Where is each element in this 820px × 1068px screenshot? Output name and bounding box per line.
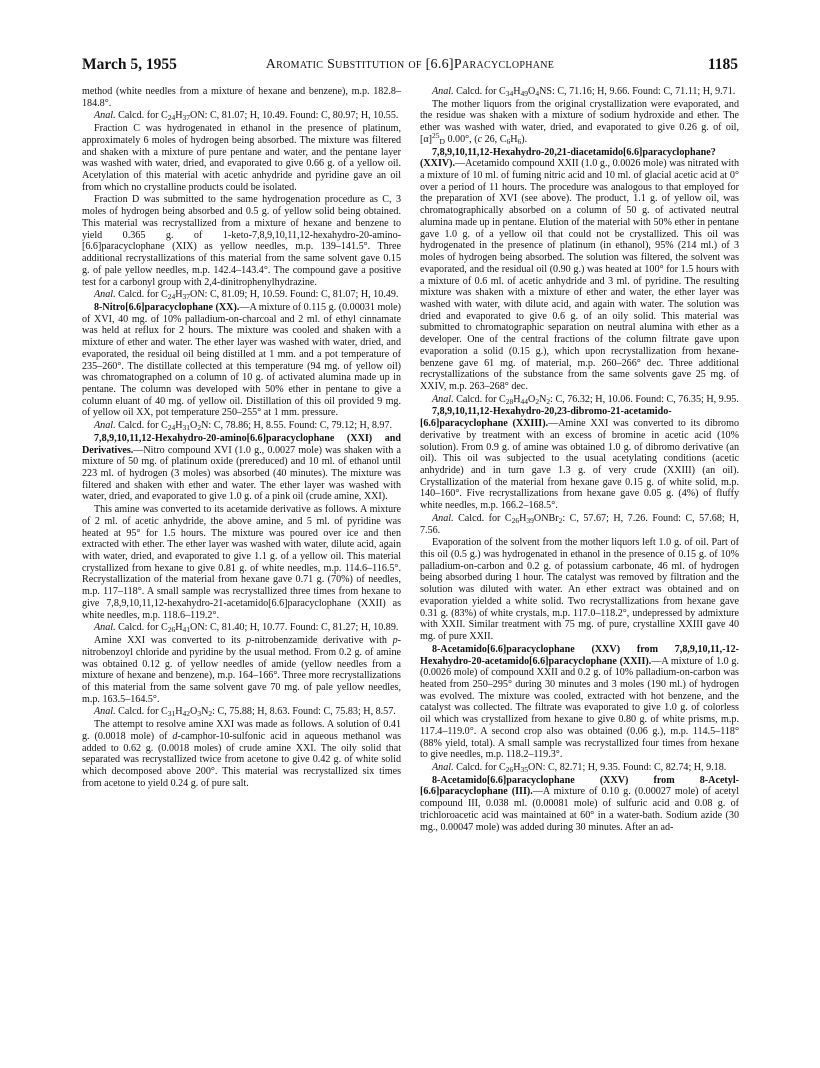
anal-text: ON: C, 81.09; H, 10.59. Found: C, 81.07; H, 10.49. <box>190 289 399 301</box>
formula-sub: 2 <box>546 396 551 406</box>
section-body: —Nitro compound XVI (1.0 g., 0.0027 mole) was shaken with a mixture of 50 mg. of platinum oxide (prereduced) and 10 ml. of ethanol until 223 ml. of hydrogen (3 moles) was absorbed (40 minutes). The mixture was filtered and shaken with ether and water. The ether layer was washed with water, dried, and evaporated to give 1.0 g. of a pink oil (crude amine, XXI). <box>82 444 401 503</box>
anal-text: : C, 76.32; H, 10.06. Found: C, 76.35; H, 9.95. <box>550 393 739 405</box>
italic-run: d <box>172 730 178 742</box>
section-paragraph <box>82 302 401 419</box>
formula-part: H <box>513 86 521 97</box>
formula-sub: 6 <box>517 136 522 146</box>
right-column <box>420 86 739 834</box>
formula-part: H <box>513 393 521 405</box>
text-run: -camphor-10-sulfonic acid in aqueous methanol was added to 0.62 g. (0.0018 moles) of crude amine XXI. The oily solid that separated was recrystallized twice from acetone to give 0.42 g. of white solid which decomposed above 200°. This material was recrystallized six times from acetone to yield 0.24 g. of pure salt. <box>82 730 401 789</box>
section-paragraph <box>420 644 739 761</box>
formula-part: O <box>190 706 198 718</box>
subscript: D <box>439 136 445 146</box>
analysis-line <box>420 513 739 536</box>
header-title-prefix: Aromatic Substitution of <box>265 57 426 72</box>
anal-text: : C, 75.88; H, 8.63. Found: C, 75.83; H, 8.57. <box>212 706 396 718</box>
paragraph <box>82 635 401 705</box>
anal-text: Calcd. for C <box>118 706 168 718</box>
anal-text: ON: C, 81.07; H, 10.49. Found: C, 80.97; H, 10.55. <box>190 110 399 122</box>
section-paragraph <box>82 433 401 503</box>
formula-sub: 28 <box>505 396 514 406</box>
anal-text: N: C, 78.86; H, 8.55. Found: C, 79.12; H, 8.97. <box>201 420 393 432</box>
formula-part: O <box>190 420 198 432</box>
formula-sub: 26 <box>167 625 176 635</box>
formula-part: H <box>175 622 183 634</box>
anal-text: Calcd. for C <box>118 289 168 301</box>
formula-part: N <box>201 706 209 718</box>
anal-label: Anal. <box>94 110 116 122</box>
text-run: The attempt to resolve amine XXI was made as follows. A solution of 0.41 g. (0.0018 mole) of <box>82 719 401 742</box>
paragraph: method (white needles from a mixture of hexane and benzene), m.p. 182.8–184.8°. <box>82 86 401 109</box>
analysis-line <box>420 762 739 774</box>
formula-sub: 42 <box>182 709 191 719</box>
anal-text: Calcd. for C <box>458 512 512 524</box>
section-paragraph <box>420 147 739 393</box>
formula-sub: 31 <box>167 709 176 719</box>
paragraph: Evaporation of the solvent from the mother liquors left 1.0 g. of oil. Part of this oil (0.5 g.) was hydrogenated in ethanol in the presence of 0.15 g. of 10% palladium-on-carbon and 0.2 g. of potassium carbonate, 46 ml. of hydrogen being absorbed during 1 hour. The catalyst was removed by filtration and the solution was diluted with water. An ether extract was obtained and on evaporation yielded a white solid. Two recrystallizations from hexane gave 0.31 g. (83%) of white crystals, m.p. 117.0–118.2°, undepressed by admixture with XXII. Similar treatment with 75 mg. of pure, crystalline XXIII gave 40 mg. of pure XXII. <box>420 537 739 643</box>
anal-text: : C, 57.67; H, 7.26. Found: C, 57.68; H, 7.56. <box>420 512 739 536</box>
text-run: 0.00°, ( <box>444 133 478 145</box>
formula-sub: 31 <box>182 423 191 433</box>
formula-part: O <box>528 393 536 405</box>
anal-label: Anal. <box>94 420 116 432</box>
formula-sub: 26 <box>505 764 514 774</box>
formula-sub: 4 <box>535 89 540 98</box>
italic-run: p <box>392 635 398 647</box>
analysis-line <box>82 706 401 718</box>
anal-label: Anal. <box>94 706 116 718</box>
page-number: 1185 <box>707 56 738 73</box>
header-title <box>82 57 738 73</box>
formula-sub: 24 <box>167 292 176 302</box>
formula-part: H <box>519 512 527 524</box>
formula-sub: 2 <box>208 709 213 719</box>
anal-text: ON: C, 82.71; H, 9.35. Found: C, 82.74; H, 9.18. <box>528 761 727 773</box>
section-heading: 8-Acetamido[6.6]paracyclophane (XXV) from 8-Acetyl-[6.6]paracyclophane (III). <box>420 774 739 798</box>
formula-part: H <box>510 133 518 145</box>
formula-part: N <box>539 393 547 405</box>
formula-part: H <box>175 110 183 122</box>
formula-part: ONBr <box>533 512 559 524</box>
section-body: —A mixture of 1.0 g. (0.0026 mole) of compound XXII and 0.2 g. of 10% palladium-on-carbon was heated from 250–295° during 30 minutes and 3 moles (190 ml.) of hydrogen was evolved. The mixture was cooled, extracted with hot benzene, and the catalyst was collected. The filtrate was evaporated to give 1.0 g. of colorless oil which was crystallized from hexane to give 0.80 g. of white prisms, m.p. 117.4–119.0°. A second crop also was obtained (0.06 g.), m.p. 114.5–118° (88% yield, total). A small sample was recrystallized four times from hexane to give needles, m.p. 118.2–119.3°. <box>420 655 739 761</box>
section-paragraph <box>420 775 739 834</box>
formula-sub: 44 <box>520 396 529 406</box>
anal-label: Anal. <box>94 289 116 301</box>
anal-text: Calcd. for C <box>118 420 168 432</box>
section-body: —A mixture of 0.115 g. (0.00031 mole) of XVI, 40 mg. of 10% palladium-on-charcoal and 2 ml. of ethyl cinnamate was held at reflux for 2 hours. The mixture was cooled and shaken with a mixture of ether and water. The ether layer was washed with water, dried, and evaporated, the residual oil being distilled at 1 mm. and a pot temperature of 235–260°. The distillate collected at this temperature (94 mg. of yellow oil) was chromatographed on a column of 10 g. of activated alumina made up in pentane. The column was developed with 50% ether in pentane to give a column eluant of 40 mg. of yellow oil. Distillation of this oil provided 9 mg. of yellow oil XX, pot temperature 250–255° at 1 mm. pressure. <box>82 301 401 419</box>
paragraph: Fraction D was submitted to the same hydrogenation procedure as C, 3 moles of hydrogen being absorbed and 0.5 g. of yellow solid being obtained. This material was recrystallized from a mixture of hexane and benzene to yield 0.365 g. of 1-keto-7,8,9,10,11,12-hexahydro-20-amino-[6.6]paracyclophane (XIX) as yellow needles, m.p. 139–141.5°. Three additional recrystallizations of this material from the same solvent gave 0.15 g. of pale yellow needles, m.p. 142.4–143.4°. The compound gave a positive test for a carbonyl group with 2,4-dinitrophenylhydrazine. <box>82 194 401 288</box>
running-header <box>82 56 738 76</box>
formula-sub: 2 <box>535 396 540 406</box>
formula-part: H <box>175 706 183 718</box>
analysis-line <box>82 110 401 122</box>
section-heading: 7,8,9,10,11,12-Hexahydro-20,21-diacetamido[6.6]paracyclophane? (XXIV). <box>420 146 716 170</box>
paragraph: This amine was converted to its acetamide derivative as follows. A mixture of 2 ml. of acetic anhydride, the above amine, and 5 ml. of pyridine was heated at 95° for 1.5 hours. The mixture was poured over ice and then extracted with ether. The ether layer was washed with water, dilute acid, again with water, dried, and evaporated to give 1.1 g. of a yellow oil. This material crystallized from hexane to give 0.81 g. of white needles, m.p. 114.6–116.5°. Recrystallization of the material from hexane gave 0.71 g. (70%) of needles, m.p. 117–118°. A small sample was recrystallized three times from hexane to give 7,8,9,10,11,12-hexahydro-21-acetamido[6.6]paracyclophane (XXII) as white needles, m.p. 118.6–119.2°. <box>82 504 401 621</box>
formula-sub: 49 <box>520 89 529 98</box>
text-run: ). <box>521 133 528 145</box>
formula-part: H <box>175 420 183 432</box>
section-body: —A mixture of 0.10 g. (0.00027 mole) of acetyl compound III, 0.038 ml. (0.00081 mole) of sulfuric acid and 0.08 g. of trichloroacetic acid was maintained at 60° in a water-bath. Sodium azide (30 mg., 0.00047 mole) was added during 30 minutes. After an ad- <box>420 786 740 833</box>
formula-sub: 41 <box>182 625 191 635</box>
formula-sub: 2 <box>558 515 563 525</box>
formula-sub: 26 <box>511 515 520 525</box>
formula-sub: 6 <box>506 136 511 146</box>
section-body: —Amine XXI was converted to its dibromo derivative by treatment with an excess of bromine in acetic acid (10% solution). From 0.9 g. of amine was obtained 1.0 g. of dibromo derivative (an oil). This oil was subjected to the usual acetylating conditions (acetic anhydride) and in turn gave 1.3 g. of very crude (XXIII) (an oil). Crystallization of the material from hexane gave 0.15 g. of white solid, m.p. 140–160°. Five recrystallizations from hexane gave 0.05 g. (4%) of fluffy white needles, m.p. 166.2–168.5°. <box>420 418 740 512</box>
section-heading: 7,8,9,10,11,12-Hexahydro-20-amino[6.6]paracyclophane (XXI) and Derivatives. <box>82 432 401 456</box>
section-body: —Acetamido compound XXII (1.0 g., 0.0026 mole) was nitrated with a mixture of 10 ml. of fuming nitric acid and 10 ml. of glacial acetic acid at 0° over a period of 11 hours. The procedure was analogous to that employed for the preparation of XVI (see above). The product, 1.1 g. of yellow oil, was chromatographically absorbed on a column of 50 g. of activated neutral alumina made up in pentane. Elution of the material with 50% ether in pentane gave 1.0 g. of a yellow oil that could not be crystallized. This oil was hydrogenated in the presence of platinum (in ethanol), 95% (214 ml.) of 3 moles of hydrogen being absorbed. The solution was filtered, the solvent was evaporated, and the residual oil (0.90 g.) was heated at 100° for 1.5 hours with a mixture of 0.6 ml. of acetic anhydride and 3 ml. of pyridine. The resulting mixture was shaken with a mixture of ether and water, the ether layer was washed with water, with dilute acid, and again with water. The solution was dried and evaporated to give 0.6 g. of an oily solid. This material was submitted to chromatographic separation on neutral alumina with ether as a developer. One of the central fractions of the column filtrate gave upon evaporation a solid (0.15 g.), which upon recrystallization from hexane-benzene gave 61 mg. of material, m.p. 260–266° dec. Three additional recrystallizations of the substance from the same solvents gave 25 mg. of XXIV, m.p. 263–268° dec. <box>420 158 739 392</box>
superscript: 25 <box>432 130 440 140</box>
anal-label: Anal. <box>94 622 116 634</box>
formula-sub: 3 <box>197 709 202 719</box>
anal-text: ON: C, 81.40; H, 10.77. Found: C, 81.27; H, 10.89. <box>190 622 399 634</box>
paragraph: Fraction C was hydrogenated in ethanol in the presence of platinum, approximately 6 moles of hydrogen being absorbed. The mixture was filtered and shaken with a mixture of pure pentane and water, and the pentane layer was washed with water, dried, and evaporated to give 0.66 g. of a yellow oil. Acetylation of this material with acetic anhydride and pyridine gave an oil from which no crystalline products could be isolated. <box>82 123 401 193</box>
formula-sub: 2 <box>197 423 202 433</box>
section-paragraph <box>420 406 739 511</box>
formula-part: O <box>528 86 536 97</box>
text-run: The mother liquors from the original crystallization were evaporated, and the residue was shaken with a mixture of sodium hydroxide and ether. The ether was washed with water, dried, and evaporated to give 0.26 g. of oil, [α] <box>420 98 739 145</box>
anal-label: Anal. <box>432 86 454 97</box>
analysis-line <box>420 86 739 98</box>
anal-label: Anal. <box>432 393 454 405</box>
text-run: 26, C <box>482 133 507 145</box>
formula-sub: 24 <box>167 423 176 433</box>
section-heading: 7,8,9,10,11,12-Hexahydro-20,23-dibromo-21-acetamido-[6.6]paracyclophane (XXIII). <box>420 406 672 430</box>
formula-part: H <box>175 289 183 301</box>
text-run: -nitrobenzamide derivative with <box>251 635 393 647</box>
header-date: March 5, 1955 <box>82 56 177 73</box>
formula-part: H <box>513 761 521 773</box>
anal-text: Calcd. for C <box>456 393 506 405</box>
anal-text: Calcd. for C <box>456 86 506 97</box>
anal-text: Calcd. for C <box>456 761 506 773</box>
analysis-line <box>420 394 739 406</box>
text-run: -nitrobenzoyl chloride and pyridine by the usual method. From 0.2 g. of amine was obtained 0.12 g. of yellow needles of amide (yellow needles from a mixture of hexane and benzene), m.p. 164–166°. Three more recrystallizations of this material from the same solvent gave 70 mg. of pale yellow needles, m.p. 163.5–164.5°. <box>82 635 401 705</box>
formula-sub: 24 <box>167 113 176 123</box>
anal-label: Anal. <box>432 512 454 524</box>
header-title-suffix: [6.6]Paracyclophane <box>425 57 555 72</box>
analysis-line <box>82 622 401 634</box>
formula-sub: 37 <box>182 113 191 123</box>
paragraph <box>420 99 739 146</box>
formula-sub: 34 <box>505 89 514 98</box>
anal-text: Calcd. for C <box>118 622 168 634</box>
anal-text: NS: C, 71.16; H, 9.66. Found: C, 71.11; H, 9.71. <box>539 86 736 97</box>
section-heading: 8-Acetamido[6.6]paracyclophane (XXV) from 7,8,9,10,11,-12-Hexahydro-20-acetamido[6.6]paracyclophane (XXII). <box>420 643 739 667</box>
formula-sub: 35 <box>520 764 529 774</box>
analysis-line <box>82 289 401 301</box>
formula-sub: 37 <box>182 292 191 302</box>
anal-label: Anal. <box>432 761 454 773</box>
section-heading: 8-Nitro[6.6]paracyclophane (XX). <box>94 301 240 313</box>
text-run: Amine XXI was converted to its <box>94 635 247 647</box>
left-column <box>82 86 401 790</box>
analysis-line <box>82 420 401 432</box>
formula-sub: 39 <box>526 515 534 525</box>
italic-run: p <box>246 635 252 647</box>
anal-text: Calcd. for C <box>118 110 168 122</box>
paragraph <box>82 719 401 789</box>
italic-run: c <box>477 133 483 145</box>
